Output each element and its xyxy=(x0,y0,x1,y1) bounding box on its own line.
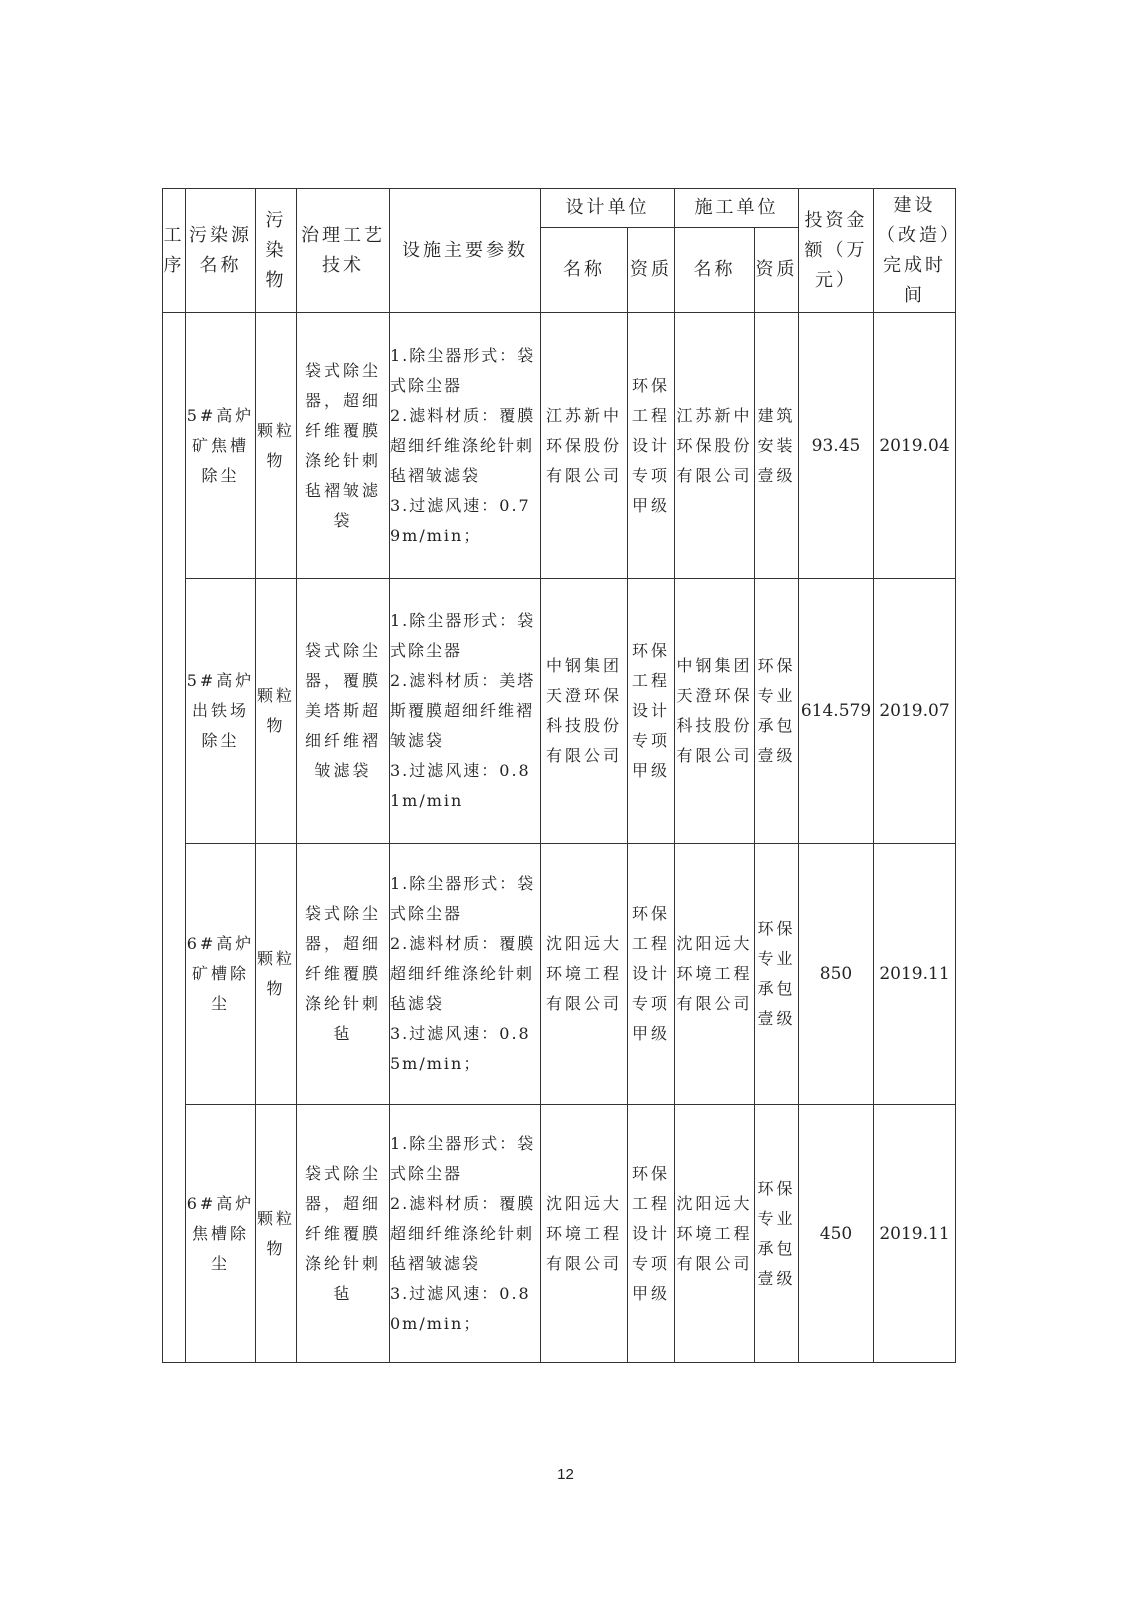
tech-cell: 袋式除尘器，超细纤维覆膜涤纶针刺毡 xyxy=(297,1105,390,1363)
header-construction-unit: 施工单位 xyxy=(675,189,799,228)
design-name-cell: 中钢集团天澄环保科技股份有限公司 xyxy=(541,579,628,844)
completion-cell: 2019.07 xyxy=(874,579,956,844)
param-material: 2.滤料材质：覆膜超细纤维涤纶针刺毡褶皱滤袋 xyxy=(390,1193,536,1273)
header-investment: 投资金额（万元） xyxy=(799,189,874,313)
build-name-cell: 中钢集团天澄环保科技股份有限公司 xyxy=(675,579,755,844)
investment-cell: 450 xyxy=(799,1105,874,1363)
header-completion: 建设（改造）完成时间 xyxy=(874,189,956,313)
param-speed: 3.过滤风速：0.81m/min xyxy=(390,761,531,810)
param-speed: 3.过滤风速：0.80m/min； xyxy=(390,1283,531,1333)
params-cell xyxy=(390,844,541,1105)
header-design-unit: 设计单位 xyxy=(541,189,675,228)
completion-cell: 2019.11 xyxy=(874,844,956,1105)
source-cell: 5#高炉出铁场除尘 xyxy=(186,579,256,844)
completion-cell: 2019.11 xyxy=(874,1105,956,1363)
header-row-1 xyxy=(163,189,956,228)
params-cell xyxy=(390,579,541,844)
header-tech: 治理工艺技术 xyxy=(297,189,390,313)
build-qual-cell: 建筑安装壹级 xyxy=(755,313,799,579)
params-cell xyxy=(390,313,541,579)
completion-cell: 2019.04 xyxy=(874,313,956,579)
table-row xyxy=(163,1105,956,1363)
investment-cell: 850 xyxy=(799,844,874,1105)
param-material: 2.滤料材质：覆膜超细纤维涤纶针刺毡滤袋 xyxy=(390,934,536,1013)
param-form: 1.除尘器形式：袋式除尘器 xyxy=(390,1133,536,1183)
source-cell: 6#高炉焦槽除尘 xyxy=(186,1105,256,1363)
build-name-cell: 沈阳远大环境工程有限公司 xyxy=(675,1105,755,1363)
page-number: 12 xyxy=(557,1466,574,1483)
investment-cell: 614.579 xyxy=(799,579,874,844)
table-row xyxy=(163,313,956,579)
tech-cell: 袋式除尘器，超细纤维覆膜涤纶针刺毡 xyxy=(297,844,390,1105)
param-material: 2.滤料材质：美塔斯覆膜超细纤维褶皱滤袋 xyxy=(390,671,536,750)
header-design-qual: 资质 xyxy=(628,228,675,313)
header-build-name: 名称 xyxy=(675,228,755,313)
header-pollutant: 污染物 xyxy=(256,189,297,313)
pollutant-cell: 颗粒物 xyxy=(256,844,297,1105)
param-material: 2.滤料材质：覆膜超细纤维涤纶针刺毡褶皱滤袋 xyxy=(390,405,536,485)
pollutant-cell: 颗粒物 xyxy=(256,313,297,579)
design-qual-cell: 环保工程设计专项甲级 xyxy=(628,313,675,579)
build-name-cell: 沈阳远大环境工程有限公司 xyxy=(675,844,755,1105)
header-build-qual: 资质 xyxy=(755,228,799,313)
process-cell xyxy=(163,313,186,1363)
investment-cell: 93.45 xyxy=(799,313,874,579)
build-qual-cell: 环保专业承包壹级 xyxy=(755,1105,799,1363)
param-speed: 3.过滤风速：0.85m/min； xyxy=(390,1024,531,1073)
design-name-cell: 沈阳远大环境工程有限公司 xyxy=(541,844,628,1105)
design-name-cell: 沈阳远大环境工程有限公司 xyxy=(541,1105,628,1363)
design-qual-cell: 环保工程设计专项甲级 xyxy=(628,844,675,1105)
pollutant-cell: 颗粒物 xyxy=(256,579,297,844)
param-form: 1.除尘器形式：袋式除尘器 xyxy=(390,611,536,660)
header-source: 污染源名称 xyxy=(186,189,256,313)
facility-table xyxy=(162,188,956,1363)
design-qual-cell: 环保工程设计专项甲级 xyxy=(628,1105,675,1363)
tech-cell: 袋式除尘器，超细纤维覆膜涤纶针刺毡褶皱滤袋 xyxy=(297,313,390,579)
param-form: 1.除尘器形式：袋式除尘器 xyxy=(390,874,536,923)
header-params: 设施主要参数 xyxy=(390,189,541,313)
tech-cell: 袋式除尘器，覆膜美塔斯超细纤维褶皱滤袋 xyxy=(297,579,390,844)
table-row xyxy=(163,579,956,844)
header-process: 工序 xyxy=(163,189,186,313)
pollutant-cell: 颗粒物 xyxy=(256,1105,297,1363)
params-cell xyxy=(390,1105,541,1363)
source-cell: 5#高炉矿焦槽除尘 xyxy=(186,313,256,579)
param-form: 1.除尘器形式：袋式除尘器 xyxy=(390,345,536,395)
header-design-name: 名称 xyxy=(541,228,628,313)
build-qual-cell: 环保专业承包壹级 xyxy=(755,844,799,1105)
design-name-cell: 江苏新中环保股份有限公司 xyxy=(541,313,628,579)
design-qual-cell: 环保工程设计专项甲级 xyxy=(628,579,675,844)
table-row xyxy=(163,844,956,1105)
build-qual-cell: 环保专业承包壹级 xyxy=(755,579,799,844)
param-speed: 3.过滤风速：0.79m/min； xyxy=(390,495,531,545)
source-cell: 6#高炉矿槽除尘 xyxy=(186,844,256,1105)
build-name-cell: 江苏新中环保股份有限公司 xyxy=(675,313,755,579)
